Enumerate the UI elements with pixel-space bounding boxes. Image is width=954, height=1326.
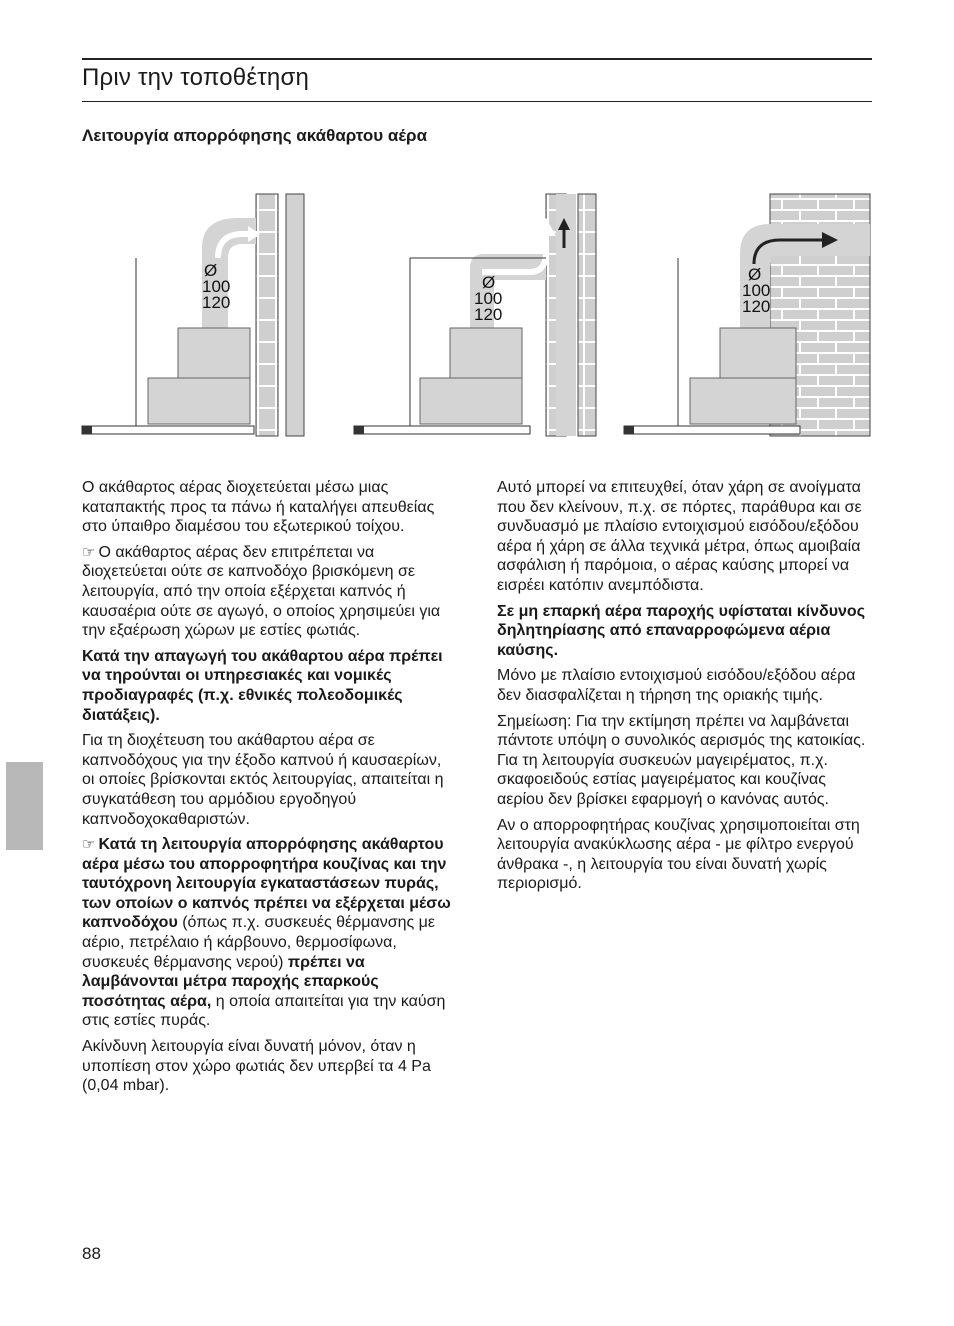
- brick-wall-duct-diagram-icon: [620, 188, 872, 446]
- paragraph-safe-operation: Ακίνδυνη λειτουργία είναι δυνατή μόνον, όταν η υποπίεση στον χώρο φωτιάς δεν υπερβεί τα 4 Pa (0,04 mbar).: [82, 1038, 431, 1095]
- dim-120: 120: [742, 297, 771, 316]
- paragraph-regulations: Κατά την απαγωγή του ακάθαρτου αέρα πρέπει να τηρούνται οι υπηρεσιακές και νομικές προδιαγραφές (π.χ. εθνικές πολεοδομικές διατάξεις).: [82, 647, 443, 724]
- dim-100: 100: [742, 281, 771, 300]
- paragraph-1: Ο ακάθαρτος αέρας διοχετεύεται μέσω μιας καταπακτής προς τα πάνω ή καταλήγει απευθείας στο ύπαιθρο διαμέσου του εξωτερικού τοίχου.: [82, 479, 435, 536]
- page-number: 88: [82, 1244, 101, 1263]
- left-column: [82, 478, 452, 1102]
- diameter-symbol: Ø: [204, 261, 218, 280]
- paragraph-air-supply: ☞ Κατά τη λειτουργία απορρόφησης ακάθαρτου αέρα μέσω του απορροφητήρα κουζίνας και την ταυτόχρονη λειτουργία εγκαταστάσεων πυράς, των οποίων ο καπνός πρέπει να εξέρχεται μέσω καπνοδόχου (όπως π.χ. συσκευές θέρμανσης με αέριο, πετρέλαιο ή κάρβουνο, θερμοσίφωνα, συσκευές θέρμανσης νερού) πρέπει να λαμβάνονται μέτρα παροχής επαρκούς ποσότητας αέρα, η οποία απαιτείται για την καύση στις εστίες πυράς.: [82, 835, 451, 1030]
- diameter-symbol: Ø: [748, 265, 762, 284]
- paragraph-poisoning-warning: Σε μη επαρκή αέρα παροχής υφίσταται κίνδυνος δηλητηρίασης από επαναρροφώμενα αέρια καύσης.: [497, 602, 866, 659]
- figure-wall-exhaust: [78, 188, 328, 446]
- paragraph-recirculation: Αν ο απορροφητήρας κουζίνας χρησιμοποιείται στη λειτουργία ανακύκλωσης αέρα - με φίλτρο ενεργού άνθρακα -, η λειτουργία του είναι δυνατή χωρίς περιορισμό.: [497, 816, 860, 893]
- figure-chimney: [350, 188, 600, 446]
- title-underline: [82, 101, 872, 102]
- pointing-hand-icon: ☞: [82, 542, 96, 561]
- paragraph-openings: Αυτό μπορεί να επιτευχθεί, όταν χάρη σε ανοίγματα που δεν κλείνουν, π.χ. σε πόρτες, παράθυρα και σε συνδυασμό με πλαίσιο εντοιχισμού εισόδου/εξόδου αέρα ή χάρη σε άλλα τεχνικά μέτρα, όπως αμοιβαία ασφάλιση ή παρόμοια, ο αέρας καύσης μπορεί να εισρέει κατόπιν ανεμπόδιστα.: [497, 479, 862, 594]
- wall-exhaust-duct-diagram-icon: [78, 188, 328, 446]
- top-rule: [82, 58, 872, 60]
- page-title: Πριν την τοποθέτηση: [82, 64, 310, 91]
- section-heading: Λειτουργία απορρόφησης ακάθαρτου αέρα: [82, 126, 428, 145]
- paragraph-limit-value: Μόνο με πλαίσιο εντοιχισμού εισόδου/εξόδου αέρα δεν διασφαλίζεται η τήρηση της οριακής τιμής.: [497, 667, 856, 704]
- dim-100: 100: [202, 277, 231, 296]
- right-column: [497, 478, 867, 900]
- dim-100: 100: [474, 289, 503, 308]
- paragraph-note: [82, 543, 452, 641]
- figure-brick-wall: [620, 188, 872, 446]
- dim-120: 120: [474, 305, 503, 324]
- note-text: Ο ακάθαρτος αέρας δεν επιτρέπεται να διοχετεύεται ούτε σε καπνοδόχο βρισκόμενη σε λειτουργία, από την οποία εξέρχεται καπνός ή καυσαέρια ούτε σε αγωγό, ο οποίος χρησιμεύει για την εξαέρωση χώρων με εστίες φωτιάς.: [82, 543, 441, 640]
- diameter-symbol: Ø: [482, 273, 496, 292]
- section-side-tab: [6, 762, 43, 850]
- paragraph-note-ventilation: Σημείωση: Για την εκτίμηση πρέπει να λαμβάνεται πάντοτε υπόψη ο συνολικός αερισμός της κατοικίας. Για τη λειτουργία συσκευών μαγειρέματος, π.χ. σκαφοειδούς εστίας μαγειρέματος και κουζίνας αερίου δεν βρίσκει εφαρμογή ο κανόνας αυτός.: [497, 712, 866, 808]
- paragraph-chimney-consent: Για τη διοχέτευση του ακάθαρτου αέρα σε καπνοδόχους για την έξοδο καπνού ή καυσαερίων, οι οποίες βρίσκονται εκτός λειτουργίας, απαιτείται η συγκατάθεση του αρμόδιου εργοδηγού καπνοδοχοκαθαριστών.: [82, 732, 444, 828]
- pointing-hand-icon: ☞: [82, 835, 96, 854]
- chimney-duct-diagram-icon: [350, 188, 600, 446]
- dim-120: 120: [202, 293, 231, 312]
